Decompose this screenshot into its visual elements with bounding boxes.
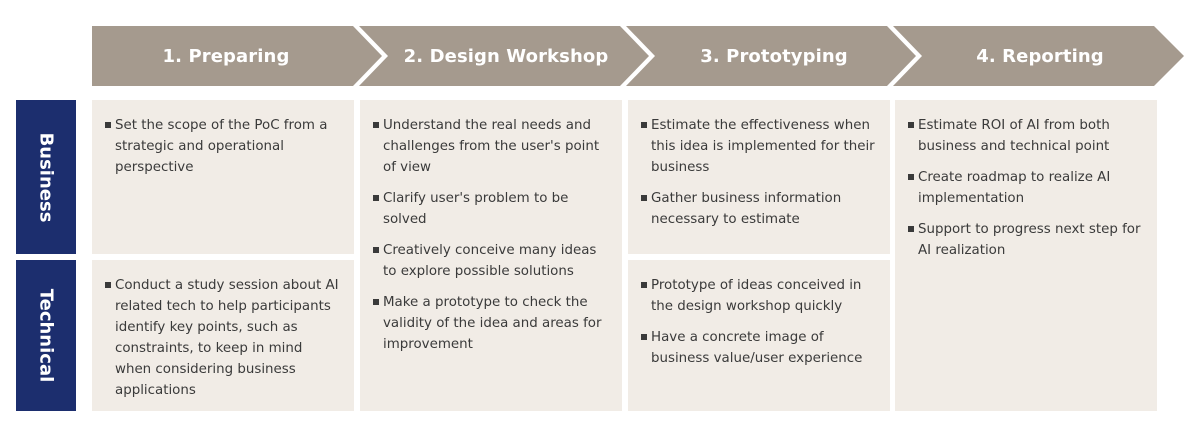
cell-prototyping-technical xyxy=(628,260,890,411)
row-label-business-text: Business xyxy=(35,132,57,222)
bullet-item: Have a concrete image of business value/user experience xyxy=(641,327,876,369)
cell-preparing-business xyxy=(92,100,354,254)
bullet-item: Set the scope of the PoC from a strategic and operational perspective xyxy=(105,115,340,178)
bullet-item: Make a prototype to check the validity of the idea and areas for improvement xyxy=(373,292,608,355)
bullet-list xyxy=(641,115,876,230)
bullet-item: Create roadmap to realize AI implementation xyxy=(908,167,1143,209)
bullet-item: Clarify user's problem to be solved xyxy=(373,188,608,230)
bullet-list xyxy=(105,275,340,401)
row-label-technical-text: Technical xyxy=(35,288,57,383)
bullet-list xyxy=(373,115,608,355)
bullet-item: Conduct a study session about AI related tech to help participants identify key points, such as constraints, to keep in mind when considering business applications xyxy=(105,275,340,401)
bullet-list xyxy=(105,115,340,178)
bullet-item: Understand the real needs and challenges from the user's point of view xyxy=(373,115,608,178)
bullet-list xyxy=(641,275,876,369)
bullet-item: Estimate ROI of AI from both business and technical point xyxy=(908,115,1143,157)
bullet-item: Estimate the effectiveness when this idea is implemented for their business xyxy=(641,115,876,178)
cell-preparing-technical xyxy=(92,260,354,411)
bullet-item: Creatively conceive many ideas to explore possible solutions xyxy=(373,240,608,282)
cell-design-workshop xyxy=(360,100,622,411)
bullet-list xyxy=(908,115,1143,261)
stage-label-reporting: 4. Reporting xyxy=(976,45,1104,67)
stage-label-prototyping: 3. Prototyping xyxy=(700,45,848,67)
stage-label-design-workshop: 2. Design Workshop xyxy=(403,45,609,67)
stage-label-preparing: 1. Preparing xyxy=(162,45,290,67)
row-label-business xyxy=(16,100,76,254)
bullet-item: Prototype of ideas conceived in the design workshop quickly xyxy=(641,275,876,317)
cell-prototyping-business xyxy=(628,100,890,254)
row-label-technical xyxy=(16,260,76,411)
cell-reporting xyxy=(895,100,1157,411)
bullet-item: Support to progress next step for AI realization xyxy=(908,219,1143,261)
bullet-item: Gather business information necessary to estimate xyxy=(641,188,876,230)
